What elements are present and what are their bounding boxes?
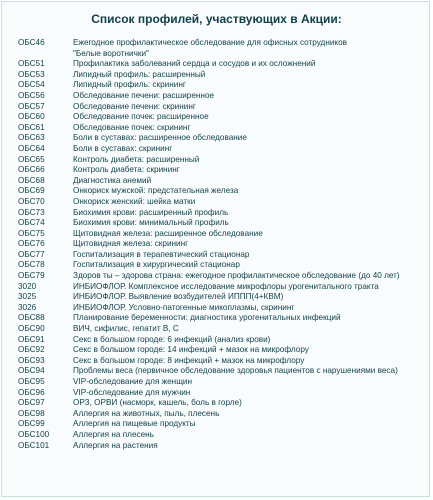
profile-row (0, 366, 433, 377)
profile-code: ОБС68 (18, 175, 45, 185)
profile-code: ОБС66 (18, 165, 45, 175)
profile-row (0, 144, 433, 155)
profile-description: Боли в суставах: расширенное обследование (73, 133, 247, 143)
profile-row (0, 271, 433, 282)
profile-code: ОБС94 (18, 366, 45, 376)
profile-description: Обследование печени: скрининг (73, 101, 196, 111)
profile-row (0, 70, 433, 81)
profile-description: Здоров ты – здорова страна: ежегодное профилактическое обследование (до 40 лет) (73, 271, 400, 281)
profile-row (0, 409, 433, 420)
profile-code: ОБС70 (18, 196, 45, 206)
profile-row (0, 250, 433, 261)
profile-row (0, 239, 433, 250)
profile-description: ОРЗ, ОРВИ (насморк, кашель, боль в горле) (73, 398, 242, 408)
profile-code: ОБС51 (18, 59, 45, 69)
profile-description: Аллергия на плесень (73, 429, 154, 439)
profile-code: ОБС61 (18, 122, 45, 132)
profile-description: Щитовидная железа: расширенное обследование (73, 228, 263, 238)
profile-row (0, 38, 433, 59)
profile-row (0, 91, 433, 102)
profile-row (0, 313, 433, 324)
profile-description: Проблемы веса (первичное обследование здоровья пациентов с нарушениями веса) (73, 366, 398, 376)
profile-code: ОБС56 (18, 90, 45, 100)
profile-row (0, 155, 433, 166)
profile-code: ОБС65 (18, 154, 45, 164)
profile-code: ОБС98 (18, 408, 45, 418)
profile-description: Профилактика заболеваний сердца и сосудов и их осложнений (73, 59, 316, 69)
profile-description: Щитовидная железа: скрининг (73, 239, 189, 249)
profile-code: ОБС73 (18, 207, 45, 217)
profile-row (0, 208, 433, 219)
profile-row (0, 260, 433, 271)
profile-description: VIP-обследование для мужчин (73, 387, 191, 397)
profile-row (0, 430, 433, 441)
profile-description: Госпитализация в терапевтический стационар (73, 249, 250, 259)
profile-description: Контроль диабета: расширенный (73, 154, 200, 164)
profile-row (0, 282, 433, 293)
profile-description: Онкориск женский: шейка матки (73, 196, 196, 206)
profile-row (0, 186, 433, 197)
profile-code: ОБС75 (18, 228, 45, 238)
profile-description: Биохимия крови: расширенный профиль (73, 207, 229, 217)
profile-description: Аллергия на растения (73, 440, 158, 450)
profile-code: ОБС93 (18, 355, 45, 365)
profile-description: Липидный профиль: расширенный (73, 69, 206, 79)
profile-code: ОБС60 (18, 112, 45, 122)
profile-code: ОБС54 (18, 80, 45, 90)
profile-row (0, 59, 433, 70)
profile-row (0, 335, 433, 346)
profile-description: Секс в большом городе: 8 инфекций + мазок на микрофлору (73, 355, 305, 365)
profile-row (0, 419, 433, 430)
profile-row (0, 441, 433, 452)
profile-row (0, 218, 433, 229)
profile-description: VIP-обследование для женщин (73, 377, 193, 386)
profile-code: ОБС100 (18, 429, 50, 439)
profile-code: ОБС95 (18, 377, 45, 386)
profile-row (0, 292, 433, 303)
profile-code: 3026 (18, 302, 37, 312)
profile-description: ИНБИОФЛОР. Условно-патогенные микоплазмы, скрининг (73, 302, 295, 312)
profile-code: ОБС97 (18, 398, 45, 408)
profile-code: ОБС57 (18, 101, 45, 111)
profile-code: ОБС79 (18, 271, 45, 281)
profile-code: ОБС46 (18, 38, 45, 47)
profile-description: Боли в суставах: скрининг (73, 143, 173, 153)
profile-description: Обследование почек: расширенное (73, 112, 209, 122)
profile-description: ИНБИОФЛОР. Выявление возбудителей ИППП(4+КВМ) (73, 292, 284, 302)
profile-description: Планирование беременности: диагностика урогенитальных инфекций (73, 313, 341, 323)
profile-row (0, 123, 433, 134)
profile-description: Обследование почек: скрининг (73, 122, 191, 132)
profile-description: Секс в большом городе: 14 инфекций + мазок на микрофлору (73, 345, 309, 355)
profile-row (0, 377, 433, 388)
profile-code: ОБС101 (18, 440, 50, 450)
profile-code: ОБС99 (18, 419, 45, 429)
profile-code: ОБС63 (18, 133, 45, 143)
profile-code: 3025 (18, 292, 37, 302)
profile-row (0, 133, 433, 144)
profile-row (0, 176, 433, 187)
profile-list (0, 38, 433, 451)
profile-row (0, 102, 433, 113)
profile-code: ОБС90 (18, 324, 45, 334)
profile-row (0, 324, 433, 335)
profile-description: ВИЧ, сифилис, гепатит В, С (73, 324, 179, 334)
profile-row (0, 229, 433, 240)
profile-code: ОБС88 (18, 313, 45, 323)
profile-description: Аллергия на животных, пыль, плесень (73, 408, 220, 418)
profile-code: ОБС76 (18, 239, 45, 249)
profile-description: Биохимия крови: минимальный профиль (73, 218, 229, 228)
profile-code: ОБС69 (18, 186, 45, 196)
profile-description: Липидный профиль: скрининг (73, 80, 186, 90)
profile-code: ОБС74 (18, 218, 45, 228)
profile-row (0, 80, 433, 91)
profile-row (0, 356, 433, 367)
profile-row (0, 112, 433, 123)
profile-row (0, 388, 433, 399)
profile-description: Аллергия на пищевые продукты (73, 419, 196, 429)
profile-description: Контроль диабета: скрининг (73, 165, 180, 175)
profile-code: ОБС92 (18, 345, 45, 355)
profile-description: Обследование печени: расширенное (73, 90, 215, 100)
profile-description: Диагностика анемий (73, 175, 152, 185)
profile-description: ИНБИОФЛОР. Комплексное исследование микрофлоры урогенитального тракта (73, 281, 379, 291)
profile-description: Секс в большом городе: 6 инфекций (анализ крови) (73, 334, 271, 344)
profile-code: 3020 (18, 281, 37, 291)
profile-row (0, 197, 433, 208)
profile-code: ОБС96 (18, 387, 45, 397)
profile-description: Ежегодное профилактическое обследование для офисных сотрудников "Белые воротнички" (73, 38, 347, 58)
profile-row (0, 303, 433, 314)
profile-description: Онкориск мужской: предстательная железа (73, 186, 239, 196)
profile-description: Госпитализация в хирургический стационар (73, 260, 240, 270)
profile-row (0, 165, 433, 176)
profile-row (0, 345, 433, 356)
profile-code: ОБС53 (18, 69, 45, 79)
profile-code: ОБС64 (18, 143, 45, 153)
page-title: Список профилей, участвующих в Акции: (91, 12, 342, 26)
profile-row (0, 398, 433, 409)
profile-code: ОБС78 (18, 260, 45, 270)
profile-code: ОБС77 (18, 249, 45, 259)
profile-code: ОБС91 (18, 334, 45, 344)
